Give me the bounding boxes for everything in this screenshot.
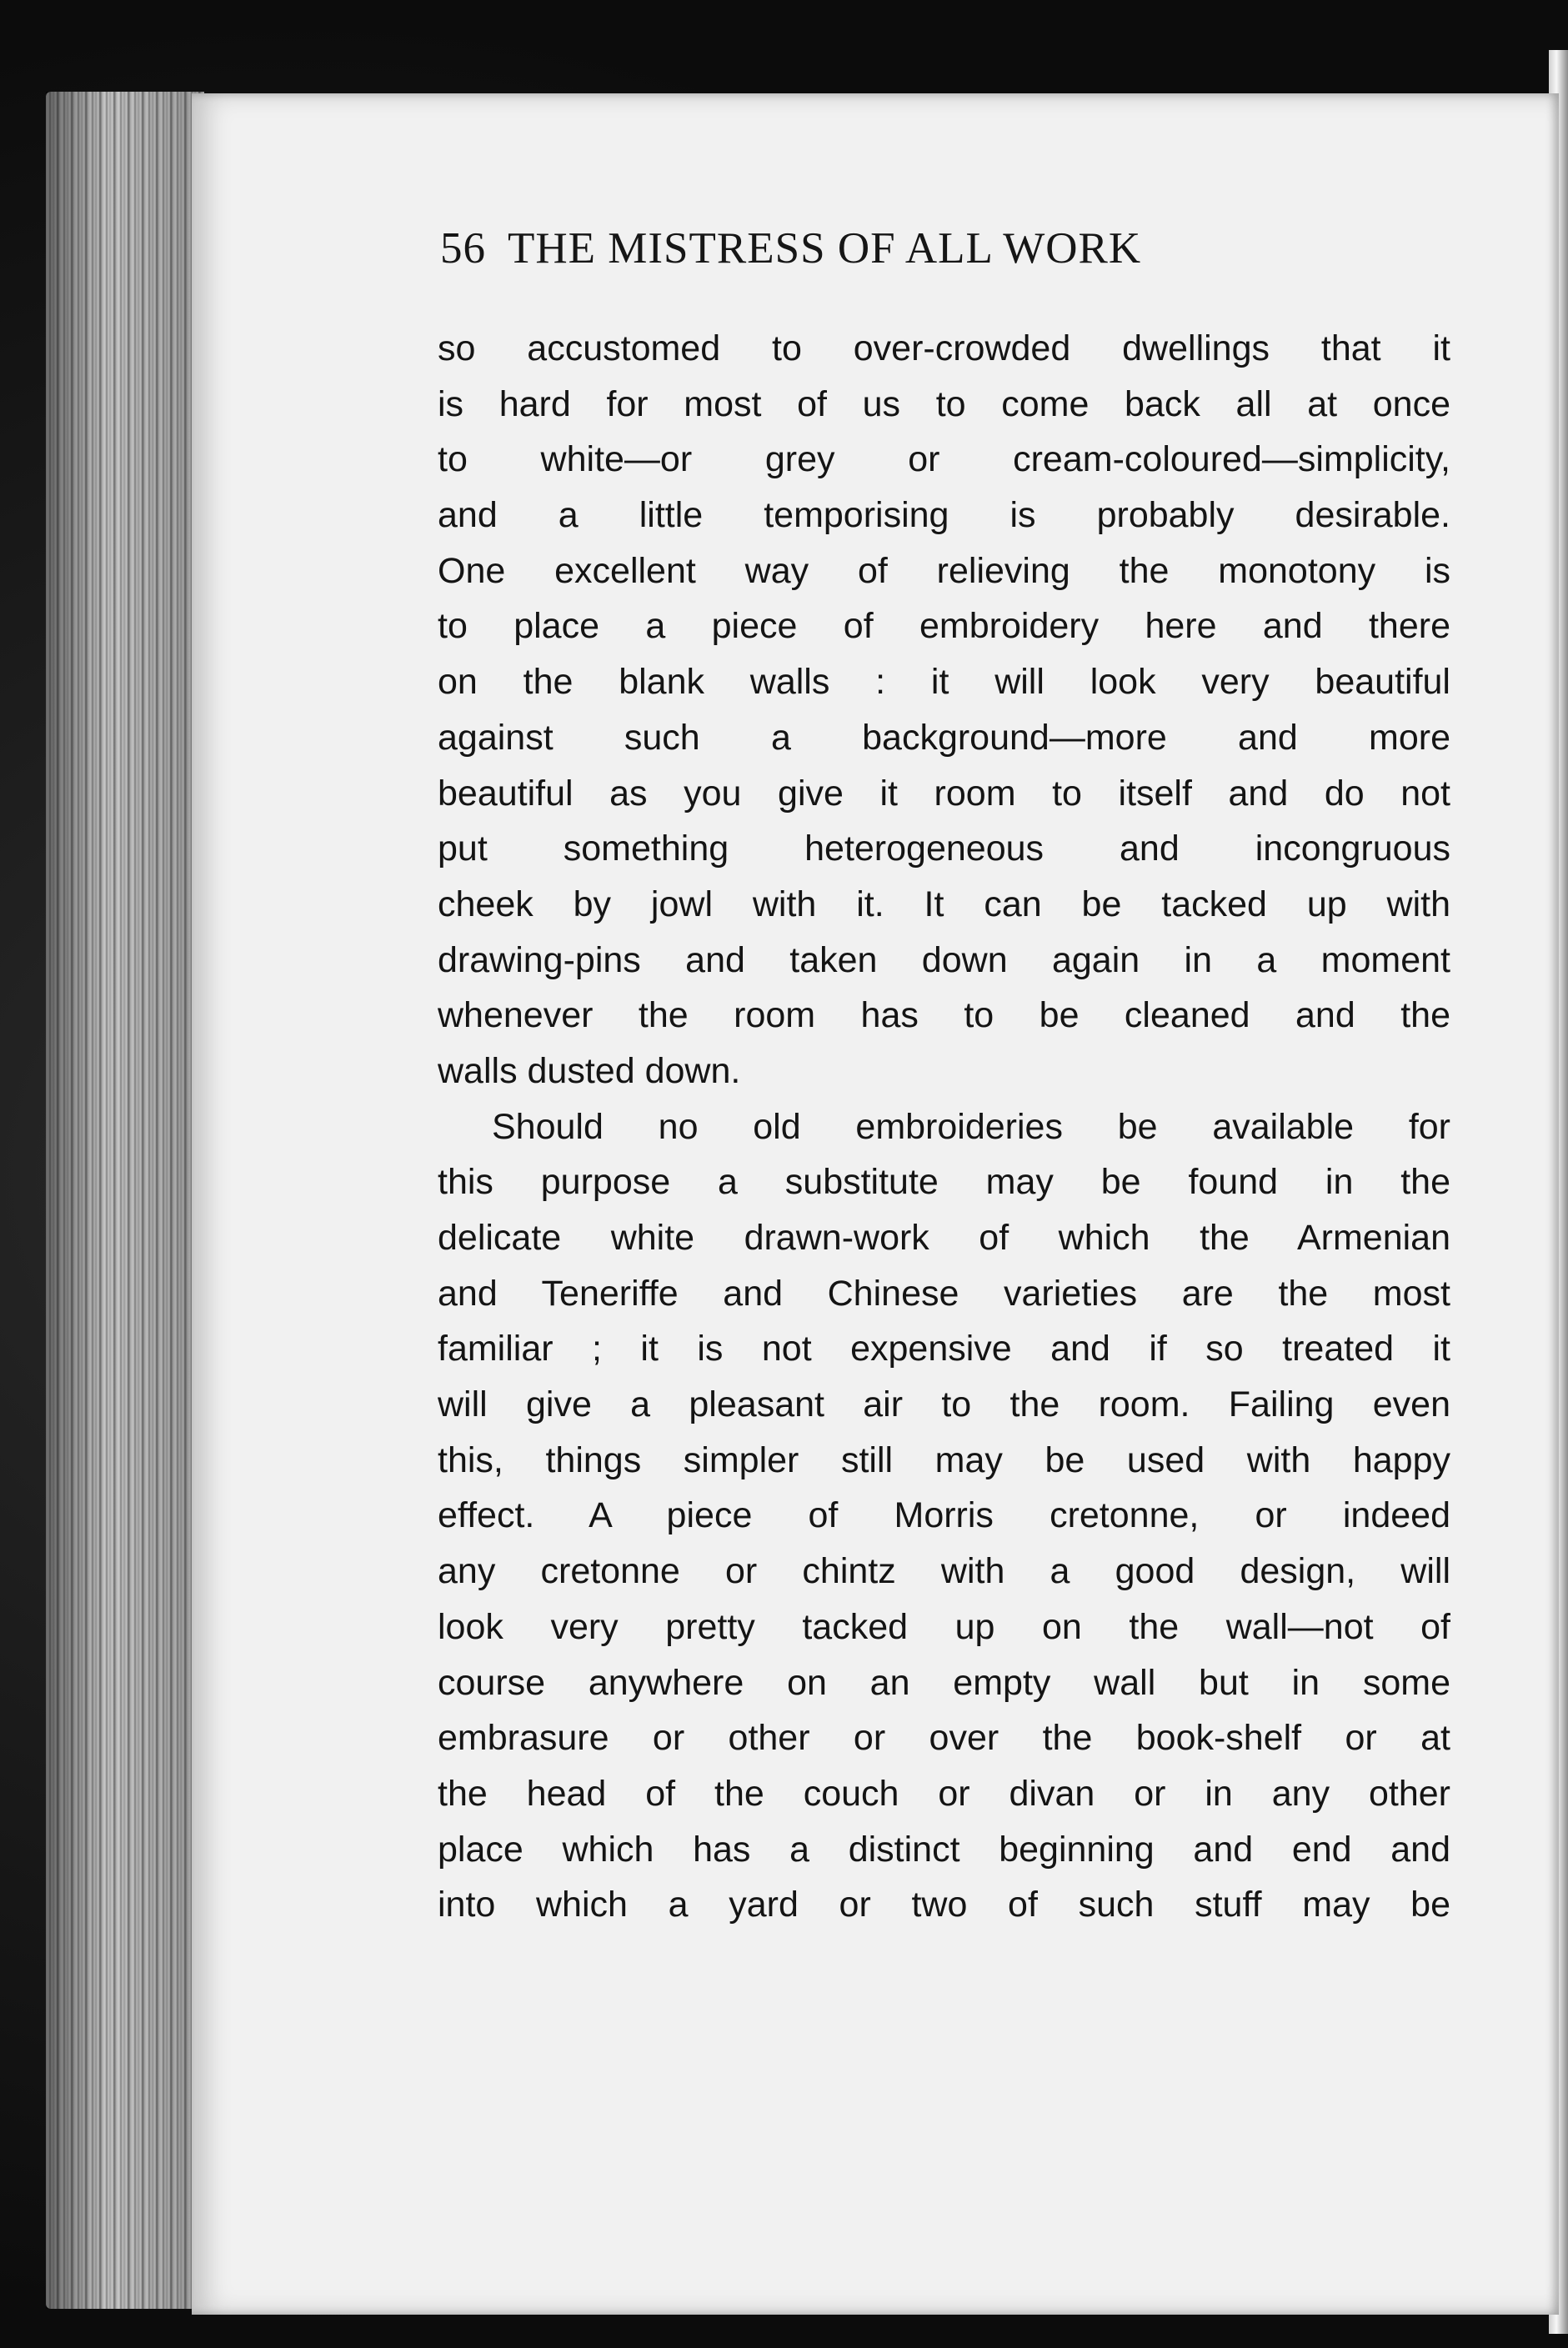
text-line: course anywhere on an empty wall but in some (438, 1662, 1450, 1703)
text-line: so accustomed to over-crowded dwellings that it (438, 328, 1450, 368)
page-number: 56 (440, 224, 486, 273)
text-line: walls dusted down. (438, 1050, 741, 1091)
text-line: and Teneriffe and Chinese varieties are the most (438, 1273, 1450, 1314)
text-line: One excellent way of relieving the monotony is (438, 550, 1450, 591)
text-line: the head of the couch or divan or in any other (438, 1773, 1450, 1814)
text-line: to white—or grey or cream-coloured—simplicity, (438, 439, 1450, 480)
text-line: put something heterogeneous and incongruous (438, 829, 1450, 869)
text-line: on the blank walls : it will look very beautiful (438, 662, 1450, 703)
text-line: look very pretty tacked up on the wall—not of (438, 1606, 1450, 1647)
text-line: will give a pleasant air to the room. Failing even (438, 1384, 1450, 1425)
text-line: any cretonne or chintz with a good design, will (438, 1551, 1450, 1592)
text-line: against such a background—more and more (438, 717, 1450, 758)
text-line: effect. A piece of Morris cretonne, or indeed (438, 1495, 1450, 1536)
text-line: and a little temporising is probably desirable. (438, 495, 1450, 536)
text-line: to place a piece of embroidery here and there (438, 606, 1450, 647)
text-line: whenever the room has to be cleaned and the (438, 995, 1450, 1036)
text-line: this, things simpler still may be used with happy (438, 1439, 1450, 1480)
book-title: THE MISTRESS OF ALL WORK (508, 224, 1142, 273)
text-line: is hard for most of us to come back all at once (438, 383, 1450, 424)
text-line: delicate white drawn-work of which the Armenian (438, 1218, 1450, 1258)
book-edge-shadow (46, 92, 204, 2309)
running-head (440, 223, 1374, 290)
text-line: beautiful as you give it room to itself and do not (438, 773, 1450, 814)
text-line: embrasure or other or over the book-shelf or at (438, 1718, 1450, 1759)
text-line: place which has a distinct beginning and end and (438, 1829, 1450, 1870)
text-line: cheek by jowl with it. It can be tacked up with (438, 884, 1450, 924)
text-line: into which a yard or two of such stuff may be (438, 1885, 1450, 1925)
body-text (438, 321, 1450, 1933)
text-line: this purpose a substitute may be found in the (438, 1162, 1450, 1203)
text-line: drawing-pins and taken down again in a moment (438, 939, 1450, 980)
text-line: Should no old embroideries be available for (492, 1106, 1450, 1147)
text-line: familiar ; it is not expensive and if so treated it (438, 1329, 1450, 1369)
